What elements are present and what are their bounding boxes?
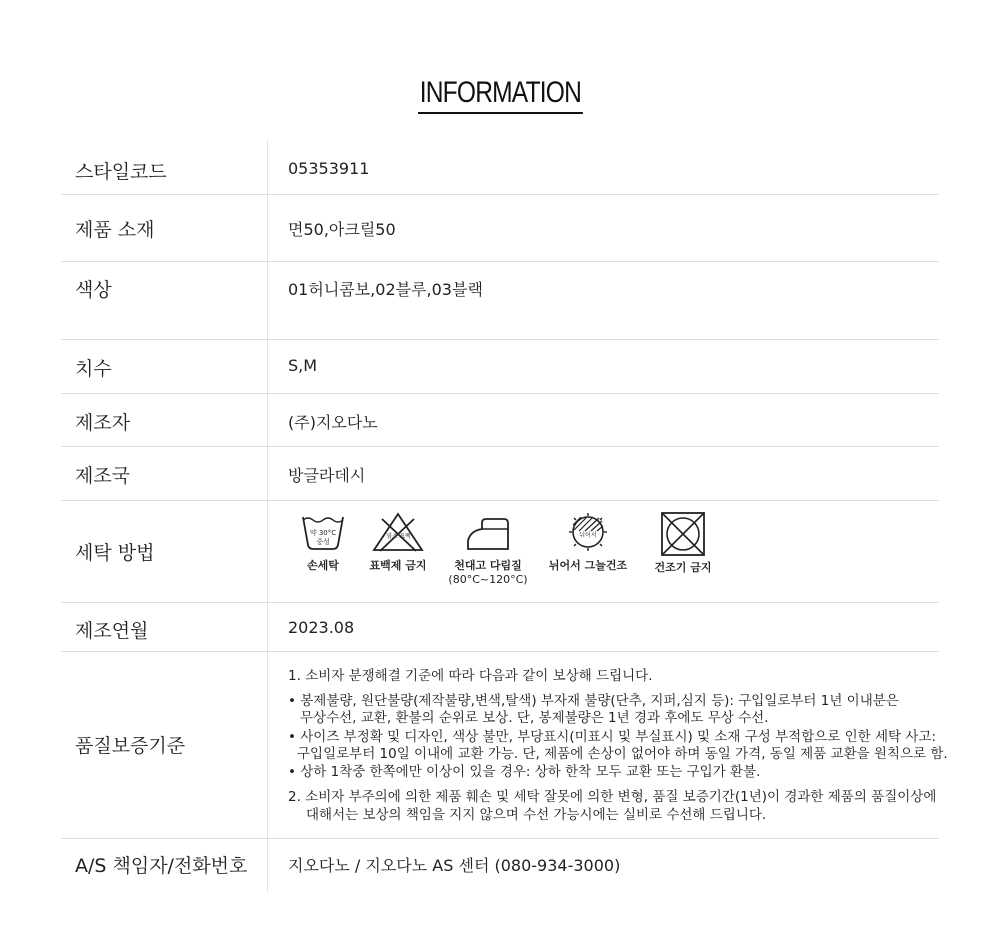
style-code-value: 05353911	[288, 159, 370, 178]
date-label: 제조연월	[75, 620, 149, 642]
style-code-label: 스타일코드	[75, 161, 167, 183]
iron-icon	[464, 511, 512, 553]
care-icons	[288, 511, 928, 597]
care-dry-flat-shade	[543, 511, 633, 573]
no-bleach-text-2: 표백	[399, 533, 411, 540]
warranty-line-3: 무상수선, 교환, 환불의 순위로 보상. 단, 봉제불량은 1년 경과 후에도 무상 수선.	[300, 710, 769, 726]
row-material	[61, 195, 939, 262]
row-size	[61, 340, 939, 394]
care-no-bleach	[358, 511, 438, 573]
page-title: INFORMATION	[418, 76, 583, 114]
country-label: 제조국	[75, 465, 131, 487]
country-value: 방글라데시	[288, 466, 366, 485]
hand-wash-neutral-text: 중성	[316, 538, 330, 546]
no-bleach-icon	[372, 511, 424, 553]
row-color	[61, 262, 939, 340]
warranty-line-7: 2. 소비자 부주의에 의한 제품 훼손 및 세탁 잘못에 의한 변형, 품질 보증기간(1년)이 경과한 제품의 품질이상에	[288, 789, 937, 805]
dry-flat-shade-icon	[565, 511, 611, 553]
row-style-code	[61, 140, 939, 195]
row-wash	[61, 501, 939, 603]
hand-wash-label: 손세탁	[307, 559, 339, 572]
no-tumble-dry-label: 건조기 금지	[654, 561, 712, 574]
title-wrap	[0, 76, 1000, 114]
warranty-line-6: • 상하 1착중 한쪽에만 이상이 있을 경우: 상하 한착 모두 교환 또는 구입가 환불.	[288, 764, 761, 780]
warranty-label: 품질보증기준	[75, 735, 186, 757]
row-country	[61, 447, 939, 501]
no-tumble-dry-icon	[660, 511, 706, 557]
care-iron	[443, 511, 533, 586]
color-label: 색상	[75, 279, 112, 301]
as-value: 지오다노 / 지오다노 AS 센터 (080-934-3000)	[288, 856, 621, 875]
care-hand-wash	[288, 511, 358, 573]
color-value: 01허니콤보,02블루,03블랙	[288, 280, 483, 299]
warranty-line-1: 1. 소비자 분쟁해결 기준에 따라 다음과 같이 보상해 드립니다.	[288, 668, 653, 684]
row-date	[61, 603, 939, 652]
warranty-line-5: 구입일로부터 10일 이내에 교환 가능. 단, 제품에 손상이 없어야 하며 동일 가격, 동일 제품 교환을 원칙으로 함.	[297, 746, 948, 762]
wash-label: 세탁 방법	[75, 542, 155, 564]
size-value: S,M	[288, 356, 318, 375]
iron-temp-range: (80°C~120°C)	[448, 573, 528, 586]
date-value: 2023.08	[288, 618, 355, 637]
warranty-line-2: • 봉제불량, 원단불량(제작불량,변색,탈색) 부자재 불량(단추, 지퍼,심지 등): 구입일로부터 1년 이내분은	[288, 693, 899, 709]
material-label: 제품 소재	[75, 219, 155, 241]
dry-flat-text: 뉘어서	[579, 532, 597, 539]
row-maker	[61, 394, 939, 447]
hand-wash-temp-text: 약 30°C	[309, 529, 337, 537]
care-no-tumble-dry	[646, 511, 720, 575]
no-bleach-label: 표백제 금지	[369, 559, 427, 572]
as-label: A/S 책임자/전화번호	[75, 855, 248, 877]
maker-label: 제조자	[75, 412, 131, 434]
iron-label: 천대고 다림질	[454, 559, 522, 572]
warranty-line-8: 대해서는 보상의 책임을 지지 않으며 수선 가능시에는 실비로 수선해 드립니다.	[306, 807, 767, 823]
no-bleach-text-1: 염소	[386, 533, 398, 540]
row-warranty	[61, 652, 948, 839]
dry-flat-shade-label: 뉘어서 그늘건조	[548, 559, 628, 572]
warranty-line-4: • 사이즈 부정확 및 디자인, 색상 불만, 부당표시(미표시 및 부실표시) 및 소재 구성 부적합으로 인한 세탁 사고:	[288, 729, 937, 745]
size-label: 치수	[75, 358, 112, 380]
hand-wash-icon	[300, 511, 346, 553]
row-as	[61, 839, 939, 892]
maker-value: (주)지오다노	[288, 413, 378, 432]
material-value: 면50,아크릴50	[288, 220, 396, 239]
